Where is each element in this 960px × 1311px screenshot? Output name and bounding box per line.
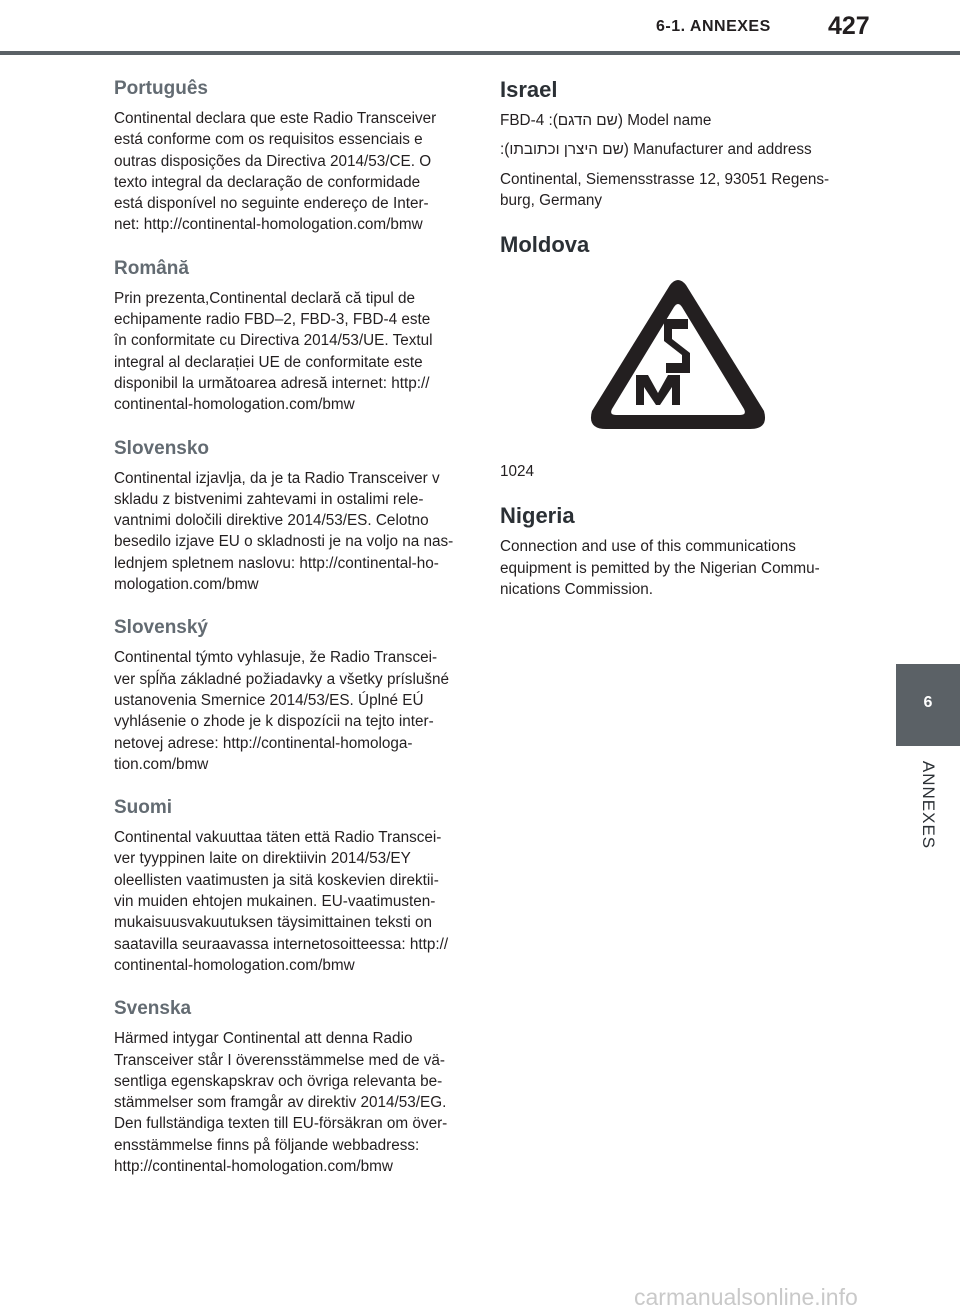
- israel-address: Continental, Siemensstrasse 12, 93051 Regens- burg, Germany: [500, 170, 830, 209]
- header-rule: [0, 51, 960, 55]
- section-heading: Nigeria: [500, 503, 575, 529]
- left-column: [114, 76, 470, 1197]
- section-heading: Slovensko: [114, 437, 210, 459]
- page-number: 427: [828, 12, 870, 40]
- section-nigeria: [500, 502, 860, 600]
- section-heading: Moldova: [500, 232, 590, 258]
- section-slovensko: [114, 436, 470, 596]
- section-heading: Slovenský: [114, 617, 208, 639]
- side-tab-label: ANNEXES: [919, 760, 938, 850]
- israel-manufacturer: :(שם היצרן וכתובתו) Manufacturer and address: [500, 141, 812, 159]
- section-heading: Svenska: [114, 998, 192, 1020]
- section-text: Härmed intygar Continental att denna Radio Transceiver står I överensstämmelse med de vä- sentliga egenskapskrav och övriga relevanta be- stämmelser som framgår av direktiv 2014/53/EG. Den fullständiga texten till EU-försäkran om över- ensstämmelse finns på följande webbadress: http://continental-homologation.com/bmw: [114, 1030, 448, 1175]
- section-suomi: [114, 795, 470, 976]
- sm-conformity-mark-icon: [588, 277, 768, 437]
- section-romana: [114, 256, 470, 416]
- right-column: [500, 76, 860, 620]
- moldova-code: 1024: [500, 463, 535, 481]
- section-moldova: [500, 231, 860, 482]
- section-heading: Israel: [500, 77, 558, 102]
- side-tab-number: 6: [923, 694, 933, 711]
- section-slovensky: [114, 615, 470, 775]
- section-text: Connection and use of this communications equipment is pemitted by the Nigerian Commu- nications Commission.: [500, 538, 820, 599]
- section-israel: [500, 76, 860, 211]
- watermark: carmanualsonline.info: [634, 1284, 858, 1310]
- side-tab: [896, 664, 960, 746]
- section-heading: Suomi: [114, 797, 173, 819]
- section-heading: Română: [114, 257, 189, 279]
- section-text: Continental declara que este Radio Transceiver está conforme com os requisitos essenciais e outras disposições da Directiva 2014/53/CE. O texto integral da declaração de conformidade está disponível no seguinte endereço de Inter- net: http://continental-homologation.com/bmw: [114, 110, 437, 234]
- section-svenska: [114, 996, 470, 1177]
- chapter-title: 6-1. ANNEXES: [656, 18, 771, 35]
- section-text: Prin prezenta,Continental declară că tipul de echipamente radio FBD–2, FBD-3, FBD-4 este în conformitate cu Directiva 2014/53/UE. Textul integral al declarației UE de conformitate este disponibil la următoarea adresă internet: http:// continental-homologation.com/bmw: [114, 289, 433, 414]
- section-text: Continental izjavlja, da je ta Radio Transceiver v skladu z bistvenimi zahtevami in ostalimi rele- vantnimi določili direktive 2014/53/ES. Celotno besedilo izjave EU o skladnosti je na voljo na nas- lednjem spletnem naslovu: http://continental-ho- mologation.com/bmw: [114, 469, 454, 594]
- section-portugues: [114, 76, 470, 236]
- section-text: Continental vakuuttaa täten että Radio Transcei- ver tyyppinen laite on direktiivin 2014/53/EY oleellisten vaatimusten ja sitä koskevien direktii- vin muiden ehtojen mukainen. EU-vaatimusten- mukaisuusvakuutuksen täysimittainen teksti on saatavilla seuraavassa internetosoitteessa: http:// continental-homologation.com/bmw: [114, 829, 449, 974]
- section-text: Continental týmto vyhlasuje, že Radio Transcei- ver spĺňa základné požiadavky a všetky príslušné ustanovenia Smernice 2014/53/ES. Úplné EÚ vyhlásenie o zhode je k dispozícii na tejto inter- netovej adrese: http://continental-homologa- tion.com/bmw: [114, 649, 450, 773]
- israel-model-name: FBD-4 :(שם הדגם) Model name: [500, 112, 712, 129]
- section-heading: Português: [114, 78, 208, 99]
